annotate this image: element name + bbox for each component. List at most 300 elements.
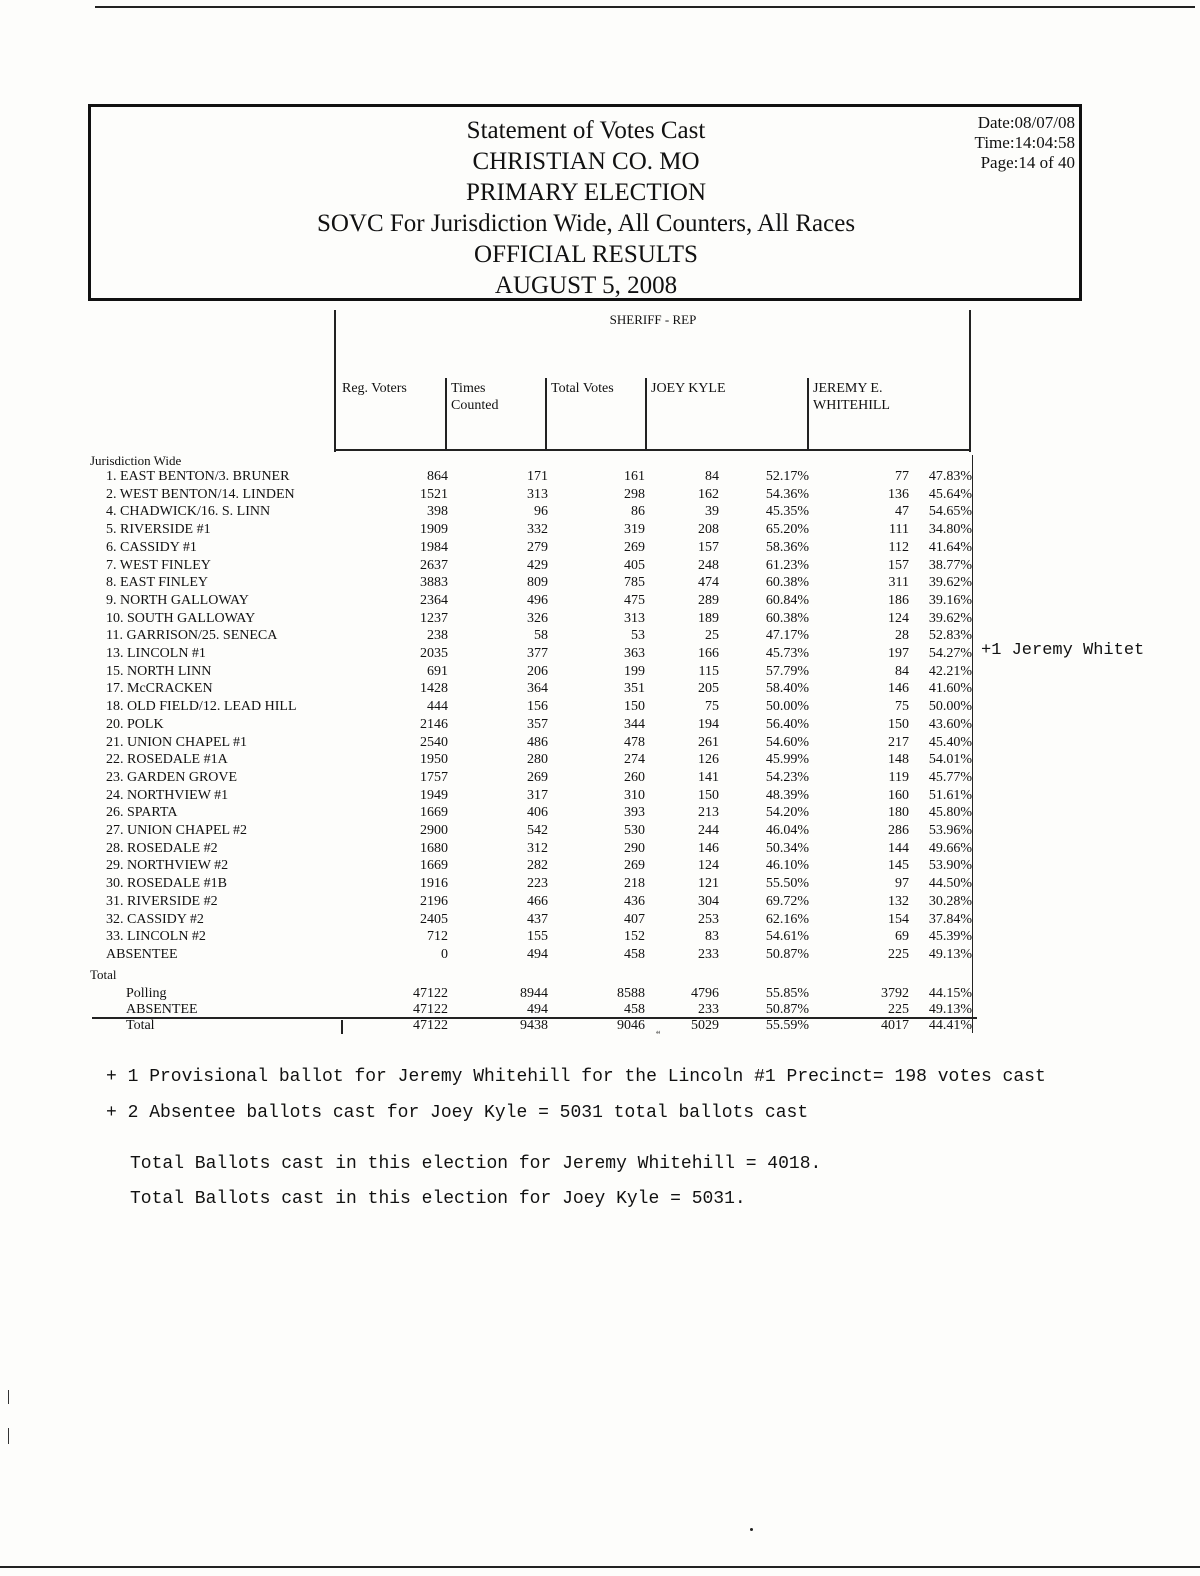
table-row [0,680,1000,697]
table-divider [969,310,971,452]
cell-total-votes: 344 [624,716,645,732]
cell-whitehill-votes: 132 [888,893,909,909]
cell-kyle-pct: 54.60% [765,734,809,750]
cell-reg-voters: 1909 [420,522,448,538]
cell-times-counted: 326 [527,610,548,626]
cell-kyle-pct: 54.20% [765,805,809,821]
cell-total-votes: 785 [624,575,645,591]
row-name: 26. SPARTA [106,805,178,821]
cell-reg-voters: 2196 [420,893,448,909]
header-times-counted [451,380,498,414]
row-name: Total [126,1018,155,1033]
cell-times-counted: 206 [527,663,548,679]
cell-whitehill-votes: 136 [888,486,909,502]
cell-whitehill-votes: 180 [888,805,909,821]
cell-kyle-pct: 55.50% [765,876,809,892]
cell-times-counted: 437 [527,911,548,927]
cell-whitehill-votes: 75 [895,699,909,715]
table-row [0,769,1000,786]
cell-reg-voters: 712 [427,929,448,945]
cell-whitehill-pct: 37.84% [928,911,972,927]
cell-whitehill-votes: 145 [888,858,909,874]
cell-kyle-pct: 60.84% [765,592,809,608]
row-name: 9. NORTH GALLOWAY [106,592,249,608]
cell-reg-voters: 47122 [413,1002,448,1017]
cell-whitehill-votes: 84 [895,663,909,679]
cell-reg-voters: 2405 [420,911,448,927]
table-row [0,592,1000,609]
total-underline [92,1017,977,1019]
cell-kyle-votes: 84 [705,469,719,484]
cell-total-votes: 9046 [617,1018,645,1033]
cell-times-counted: 223 [527,876,548,892]
scan-tick: “ [656,1030,661,1041]
cell-kyle-pct: 50.87% [765,1002,809,1017]
cell-reg-voters: 1757 [420,769,448,785]
cell-times-counted: 377 [527,646,548,661]
cell-reg-voters: 238 [427,628,448,644]
note-total-kyle: Total Ballots cast in this election for Joey Kyle = 5031. [130,1189,746,1209]
title-line: SOVC For Jurisdiction Wide, All Counters, All Races [316,210,856,237]
cell-kyle-votes: 150 [698,787,719,803]
cell-kyle-votes: 289 [698,592,719,608]
header-candidate-kyle: JOEY KYLE [651,381,726,396]
cell-whitehill-pct: 41.64% [928,539,972,555]
scan-mark [8,1428,9,1444]
cell-kyle-pct: 50.87% [765,946,809,962]
report-title [91,115,1081,301]
row-name: 6. CASSIDY #1 [106,539,197,555]
header-candidate-whitehill [813,380,890,414]
cell-kyle-pct: 55.59% [765,1018,809,1033]
cell-reg-voters: 1521 [420,486,448,502]
cell-whitehill-pct: 47.83% [928,469,972,484]
cell-times-counted: 496 [527,592,548,608]
cell-times-counted: 357 [527,716,548,732]
cell-kyle-pct: 50.00% [765,699,809,715]
table-row [0,734,1000,751]
table-row [0,486,1000,503]
cell-kyle-votes: 474 [698,575,719,591]
bottom-rule [0,1566,1200,1568]
table-row [0,468,1000,485]
column-divider [807,378,809,450]
table-row [0,822,1000,839]
table-row [0,875,1000,892]
cell-total-votes: 161 [624,469,645,484]
cell-kyle-votes: 244 [698,823,719,838]
table-divider [334,449,971,451]
cell-kyle-pct: 58.36% [765,539,809,555]
cell-reg-voters: 1669 [420,805,448,821]
cell-reg-voters: 864 [427,469,448,484]
cell-whitehill-pct: 30.28% [928,893,972,909]
cell-kyle-pct: 65.20% [765,522,809,538]
cell-kyle-pct: 69.72% [765,893,809,909]
cell-total-votes: 269 [624,858,645,874]
row-name: 4. CHADWICK/16. S. LINN [106,504,271,520]
cell-kyle-votes: 189 [698,610,719,626]
cell-reg-voters: 691 [427,663,448,679]
cell-kyle-pct: 52.17% [765,469,809,484]
header-reg-voters: Reg. Voters [342,381,407,396]
cell-times-counted: 58 [534,628,548,644]
cell-reg-voters: 3883 [420,575,448,591]
cell-times-counted: 364 [527,681,548,697]
cell-whitehill-votes: 97 [895,876,909,892]
cell-kyle-votes: 157 [698,539,719,555]
cell-whitehill-votes: 112 [888,539,909,555]
cell-reg-voters: 1984 [420,539,448,555]
note-absentee: + 2 Absentee ballots cast for Joey Kyle = 5031 total ballots cast [106,1103,809,1123]
cell-reg-voters: 2900 [420,823,448,838]
cell-times-counted: 8944 [520,986,548,1001]
row-name: 2. WEST BENTON/14. LINDEN [106,486,295,502]
cell-kyle-votes: 166 [698,646,719,661]
cell-whitehill-pct: 52.83% [928,628,972,644]
section-label: Jurisdiction Wide [90,453,182,468]
cell-whitehill-pct: 45.64% [928,486,972,502]
cell-total-votes: 86 [631,504,645,520]
cell-times-counted: 466 [527,893,548,909]
row-name: 24. NORTHVIEW #1 [106,787,229,803]
cell-reg-voters: 1916 [420,876,448,892]
table-row [0,574,1000,591]
cell-kyle-votes: 115 [698,663,719,679]
cell-times-counted: 494 [527,1002,548,1017]
table-row [0,911,1000,928]
cell-whitehill-votes: 186 [888,592,909,608]
row-name: 17. McCRACKEN [106,681,213,697]
table-row [0,751,1000,768]
cell-kyle-pct: 54.23% [765,769,809,785]
cell-total-votes: 478 [624,734,645,750]
cell-whitehill-pct: 44.41% [928,1018,972,1033]
title-line: OFFICIAL RESULTS [474,241,698,268]
cell-kyle-votes: 261 [698,734,719,750]
cell-reg-voters: 398 [427,504,448,520]
cell-whitehill-pct: 39.62% [928,610,972,626]
column-divider [445,378,447,450]
cell-whitehill-votes: 4017 [881,1018,909,1033]
row-name: 18. OLD FIELD/12. LEAD HILL [106,699,297,715]
row-name: 7. WEST FINLEY [106,557,211,573]
cell-total-votes: 363 [624,646,645,661]
cell-whitehill-votes: 157 [888,557,909,573]
cell-total-votes: 393 [624,805,645,821]
cell-total-votes: 152 [624,929,645,945]
cell-times-counted: 280 [527,752,548,768]
note-total-whitehill: Total Ballots cast in this election for Jeremy Whitehill = 4018. [130,1154,822,1174]
table-row [0,804,1000,821]
cell-total-votes: 298 [624,486,645,502]
table-row [0,787,1000,804]
cell-whitehill-pct: 44.50% [928,876,972,892]
row-name: 15. NORTH LINN [106,663,212,679]
cell-times-counted: 9438 [520,1018,548,1033]
cell-times-counted: 269 [527,769,548,785]
scan-mark [8,1390,9,1404]
scan-dot [750,1528,753,1531]
cell-kyle-pct: 60.38% [765,575,809,591]
cell-whitehill-pct: 43.60% [928,716,972,732]
cell-total-votes: 530 [624,823,645,838]
cell-whitehill-pct: 53.96% [928,823,972,838]
cell-kyle-pct: 45.73% [765,646,809,661]
cell-whitehill-pct: 49.66% [928,840,972,856]
cell-reg-voters: 0 [441,946,448,962]
cell-whitehill-votes: 150 [888,716,909,732]
cell-whitehill-pct: 45.40% [928,734,972,750]
cell-kyle-votes: 233 [698,946,719,962]
cell-reg-voters: 47122 [413,986,448,1001]
cell-reg-voters: 1428 [420,681,448,697]
cell-whitehill-votes: 160 [888,787,909,803]
row-name: ABSENTEE [126,1002,198,1017]
cell-whitehill-pct: 54.65% [928,504,972,520]
table-row [0,627,1000,644]
cell-whitehill-pct: 39.16% [928,592,972,608]
cell-kyle-pct: 58.40% [765,681,809,697]
table-row [0,716,1000,733]
cell-whitehill-pct: 34.80% [928,522,972,538]
row-name: 23. GARDEN GROVE [106,769,238,785]
cell-whitehill-pct: 44.15% [928,986,972,1001]
cell-kyle-votes: 83 [705,929,719,945]
cell-times-counted: 282 [527,858,548,874]
cell-whitehill-pct: 42.21% [928,663,972,679]
cell-kyle-pct: 61.23% [765,557,809,573]
cell-reg-voters: 2637 [420,557,448,573]
row-name: 5. RIVERSIDE #1 [106,522,211,538]
cell-total-votes: 53 [631,628,645,644]
cell-total-votes: 405 [624,557,645,573]
cell-times-counted: 406 [527,805,548,821]
cell-total-votes: 218 [624,876,645,892]
cell-whitehill-votes: 286 [888,823,909,838]
cell-kyle-votes: 304 [698,893,719,909]
cell-whitehill-votes: 144 [888,840,909,856]
top-rule [95,6,1195,8]
cell-whitehill-votes: 3792 [881,986,909,1001]
cell-kyle-votes: 4796 [691,986,719,1001]
row-name: 32. CASSIDY #2 [106,911,204,927]
header-whitehill-line2: WHITEHILL [813,398,890,413]
total-row [0,1017,1000,1034]
report-meta [975,113,1075,173]
cell-reg-voters: 47122 [413,1018,448,1033]
race-title: SHERIFF - REP [609,312,697,327]
row-name: 22. ROSEDALE #1A [106,752,228,768]
header-whitehill-line1: JEREMY E. [813,381,883,396]
cell-kyle-votes: 25 [705,628,719,644]
cell-whitehill-pct: 50.00% [928,699,972,715]
handwritten-side-note: +1 Jeremy Whitet [981,641,1145,660]
cell-kyle-votes: 75 [705,699,719,715]
row-name: 28. ROSEDALE #2 [106,840,218,856]
cell-total-votes: 458 [624,1002,645,1017]
row-name: 33. LINCOLN #2 [106,929,206,945]
row-name: 21. UNION CHAPEL #1 [106,734,248,750]
cell-whitehill-votes: 197 [888,646,909,661]
cell-kyle-votes: 233 [698,1002,719,1017]
cell-kyle-pct: 46.04% [765,823,809,838]
cell-reg-voters: 2035 [420,646,448,661]
cell-whitehill-pct: 51.61% [928,787,972,803]
header-total-votes: Total Votes [551,381,614,396]
table-row [0,893,1000,910]
cell-total-votes: 199 [624,663,645,679]
cell-kyle-votes: 126 [698,752,719,768]
table-row [0,857,1000,874]
cell-times-counted: 171 [527,469,548,484]
cell-reg-voters: 1669 [420,858,448,874]
cell-reg-voters: 1950 [420,752,448,768]
cell-whitehill-votes: 77 [895,469,909,484]
cell-total-votes: 274 [624,752,645,768]
table-row [0,610,1000,627]
table-row [0,840,1000,857]
cell-kyle-pct: 45.35% [765,504,809,520]
cell-whitehill-votes: 148 [888,752,909,768]
cell-kyle-votes: 162 [698,486,719,502]
cell-reg-voters: 2146 [420,716,448,732]
column-divider [645,378,647,450]
cell-kyle-pct: 50.34% [765,840,809,856]
total-row [0,985,1000,1002]
report-header [88,104,1082,301]
row-name: ABSENTEE [106,946,178,962]
title-line: AUGUST 5, 2008 [494,272,678,299]
cell-reg-voters: 444 [427,699,448,715]
table-row [0,645,1000,662]
total-row [0,1001,1000,1018]
cell-whitehill-pct: 41.60% [928,681,972,697]
cell-kyle-votes: 39 [705,504,719,520]
cell-whitehill-votes: 225 [888,1002,909,1017]
cell-times-counted: 332 [527,522,548,538]
cell-kyle-votes: 208 [698,522,719,538]
cell-kyle-votes: 213 [698,805,719,821]
cell-times-counted: 96 [534,504,548,520]
report-date: Date:08/07/08 [977,113,1075,132]
cell-total-votes: 310 [624,787,645,803]
cell-whitehill-votes: 311 [888,575,909,591]
cell-kyle-votes: 146 [698,840,719,856]
cell-times-counted: 313 [527,486,548,502]
row-name: 11. GARRISON/25. SENECA [106,628,278,644]
cell-kyle-pct: 62.16% [765,911,809,927]
cell-times-counted: 542 [527,823,548,838]
cell-reg-voters: 1680 [420,840,448,856]
cell-kyle-pct: 54.36% [765,486,809,502]
cell-kyle-votes: 141 [698,769,719,785]
title-line: CHRISTIAN CO. MO [472,148,700,175]
header-times-line1: Times [451,381,486,396]
row-name: 30. ROSEDALE #1B [106,876,227,892]
cell-kyle-votes: 253 [698,911,719,927]
cell-whitehill-votes: 119 [888,769,909,785]
cell-times-counted: 494 [527,946,548,962]
table-row [0,663,1000,680]
cell-kyle-votes: 248 [698,557,719,573]
cell-times-counted: 155 [527,929,548,945]
cell-reg-voters: 1949 [420,787,448,803]
table-row [0,928,1000,945]
cell-kyle-pct: 57.79% [765,663,809,679]
table-row [0,946,1000,963]
cell-times-counted: 312 [527,840,548,856]
table-row [0,503,1000,520]
cell-kyle-pct: 47.17% [765,628,809,644]
cell-kyle-pct: 45.99% [765,752,809,768]
row-name: 20. POLK [106,716,164,732]
table-row [0,539,1000,556]
cell-whitehill-pct: 45.80% [928,805,972,821]
cell-kyle-votes: 205 [698,681,719,697]
table-row [0,698,1000,715]
cell-times-counted: 279 [527,539,548,555]
table-row [0,521,1000,538]
row-name: 10. SOUTH GALLOWAY [106,610,256,626]
cell-total-votes: 458 [624,946,645,962]
cell-whitehill-votes: 28 [895,628,909,644]
report-time: Time:14:04:58 [974,133,1075,152]
cell-whitehill-pct: 45.77% [928,769,972,785]
row-name: 31. RIVERSIDE #2 [106,893,218,909]
cell-whitehill-pct: 53.90% [928,858,972,874]
total-section-label: Total [90,967,117,982]
cell-whitehill-votes: 47 [895,504,909,520]
row-name: 29. NORTHVIEW #2 [106,858,229,874]
row-name: Polling [126,986,167,1001]
cell-kyle-pct: 55.85% [765,986,809,1001]
cell-whitehill-pct: 45.39% [928,929,972,945]
cell-total-votes: 319 [624,522,645,538]
cell-total-votes: 150 [624,699,645,715]
title-line: Statement of Votes Cast [466,117,706,144]
table-row [0,557,1000,574]
cell-total-votes: 269 [624,539,645,555]
cell-times-counted: 317 [527,787,548,803]
cell-whitehill-votes: 124 [888,610,909,626]
cell-total-votes: 313 [624,610,645,626]
title-line: PRIMARY ELECTION [465,179,707,206]
cell-reg-voters: 2364 [420,592,448,608]
cell-whitehill-votes: 146 [888,681,909,697]
cell-kyle-pct: 46.10% [765,858,809,874]
cell-total-votes: 407 [624,911,645,927]
cell-total-votes: 436 [624,893,645,909]
cell-kyle-pct: 60.38% [765,610,809,626]
row-name: 27. UNION CHAPEL #2 [106,823,248,838]
cell-kyle-votes: 121 [698,876,719,892]
report-page: Page:14 of 40 [980,153,1075,172]
cell-kyle-pct: 56.40% [765,716,809,732]
cell-kyle-votes: 124 [698,858,719,874]
cell-reg-voters: 2540 [420,734,448,750]
cell-times-counted: 809 [527,575,548,591]
cell-whitehill-pct: 54.01% [928,752,972,768]
note-provisional: + 1 Provisional ballot for Jeremy Whitehill for the Lincoln #1 Precinct= 198 votes cast [106,1067,1046,1087]
cell-times-counted: 429 [527,557,548,573]
cell-total-votes: 290 [624,840,645,856]
cell-whitehill-votes: 69 [895,929,909,945]
cell-total-votes: 8588 [617,986,645,1001]
cell-total-votes: 475 [624,592,645,608]
table-divider [334,310,336,452]
cell-whitehill-votes: 111 [889,522,909,538]
